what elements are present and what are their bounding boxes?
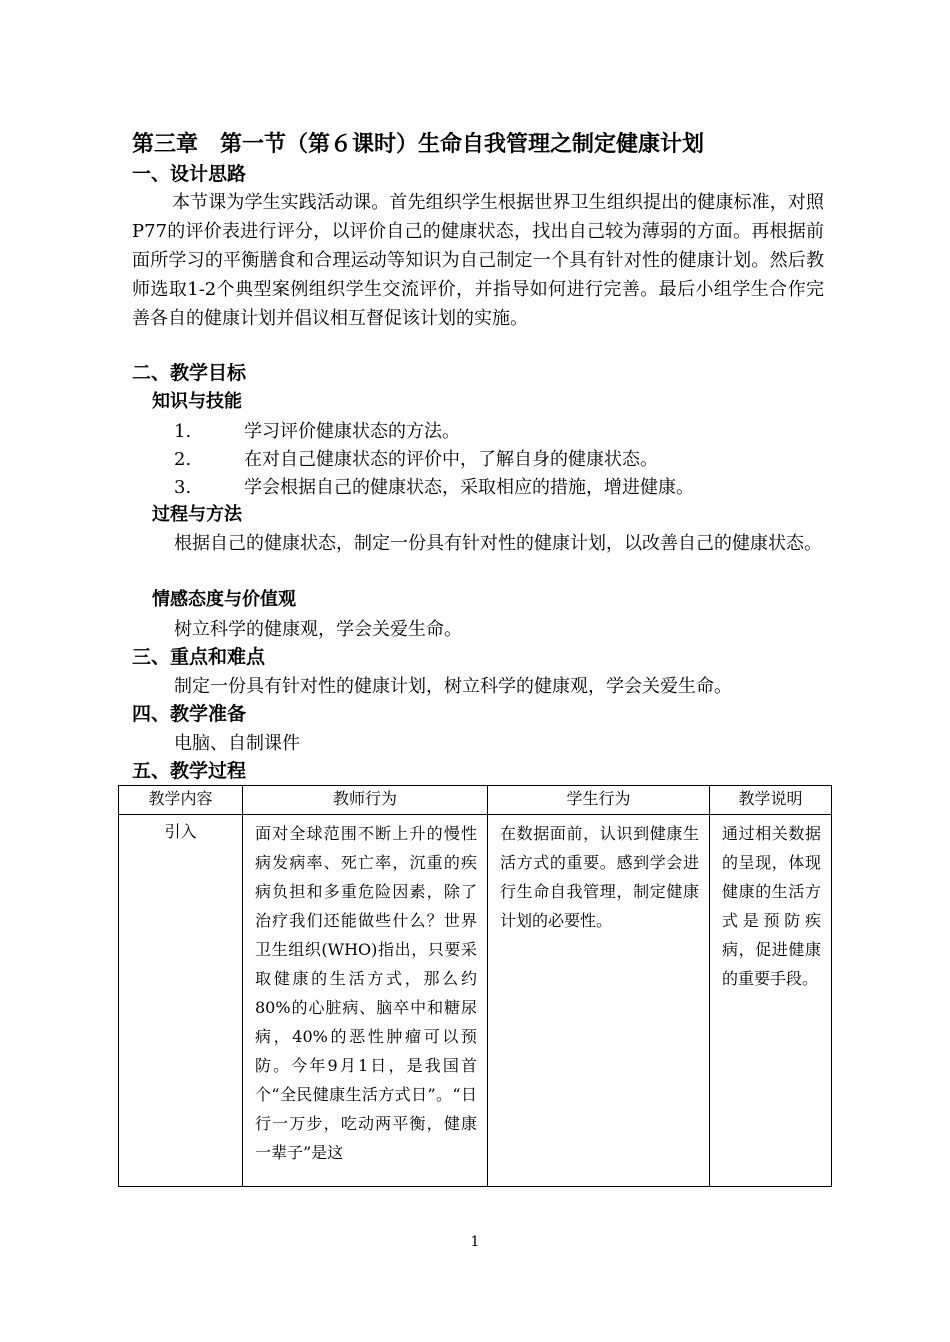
heading-preparation: 四、教学准备 xyxy=(132,703,247,725)
list-number: 3. xyxy=(174,477,192,498)
list-number: 1. xyxy=(174,421,192,442)
cell-content: 引入 xyxy=(119,815,243,1187)
cell-student: 在数据面前，认识到健康生活方式的重要。感到学会进行生命自我管理，制定健康计划的必要性。 xyxy=(488,815,710,1187)
design-paragraph: 本节课为学生实践活动课。首先组织学生根据世界卫生组织提出的健康标准，对照P77的评价表进行评分，以评价自己的健康状态，找出自己较为薄弱的方面。再根据前面所学习的平衡膳食和合理运动等知识为自己制定一个具有针对性的健康计划。然后教师选取1-2个典型案例组织学生交流评价，并指导如何进行完善。最后小组学生合作完善各自的健康计划并倡议相互督促该计划的实施。 xyxy=(132,192,824,329)
list-number: 2. xyxy=(174,449,192,470)
cell-teacher: 面对全球范围不断上升的慢性病发病率、死亡率，沉重的疾病负担和多重危险因素，除了治疗我们还能做些什么？世界卫生组织(WHO)指出，只要采取健康的生活方式，那么约80%的心脏病、脑卒中和糖尿病，40%的恶性肿瘤可以预防。今年9月1日，是我国首个“全民健康生活方式日”。“日行一万步，吃动两平衡，健康一辈子”是这 xyxy=(243,815,488,1187)
heading-process: 过程与方法 xyxy=(152,504,242,525)
column-header: 教师行为 xyxy=(243,786,488,815)
preparation-text: 电脑、自制课件 xyxy=(174,733,300,754)
process-text: 根据自己的健康状态，制定一份具有针对性的健康计划，以改善自己的健康状态。 xyxy=(174,533,822,554)
emotion-text: 树立科学的健康观，学会关爱生命。 xyxy=(174,619,462,640)
table-header-row xyxy=(119,786,832,815)
list-item xyxy=(174,445,834,474)
heading-knowledge: 知识与技能 xyxy=(152,391,242,412)
list-text: 在对自己健康状态的评价中，了解自身的健康状态。 xyxy=(244,449,658,470)
heading-key-points: 三、重点和难点 xyxy=(132,646,266,668)
column-header: 教学说明 xyxy=(710,786,832,815)
heading-goals: 二、教学目标 xyxy=(132,362,247,384)
table-row xyxy=(119,815,832,1187)
list-item xyxy=(174,473,834,502)
page-number: 1 xyxy=(470,1234,480,1250)
heading-emotion: 情感态度与价值观 xyxy=(152,589,296,610)
page-title: 第三章 第一节（第６课时）生命自我管理之制定健康计划 xyxy=(132,132,705,157)
cell-note: 通过相关数据的呈现，体现健康的生活方式是预防疾病，促进健康的重要手段。 xyxy=(710,815,832,1187)
key-points-text: 制定一份具有针对性的健康计划，树立科学的健康观，学会关爱生命。 xyxy=(174,676,732,697)
heading-design: 一、设计思路 xyxy=(132,163,247,185)
list-text: 学会根据自己的健康状态，采取相应的措施，增进健康。 xyxy=(244,477,694,498)
column-header: 教学内容 xyxy=(119,786,243,815)
column-header: 学生行为 xyxy=(488,786,710,815)
heading-procedure: 五、教学过程 xyxy=(132,760,247,782)
list-text: 学习评价健康状态的方法。 xyxy=(244,421,460,442)
list-item xyxy=(174,417,834,446)
procedure-table xyxy=(118,785,832,1187)
